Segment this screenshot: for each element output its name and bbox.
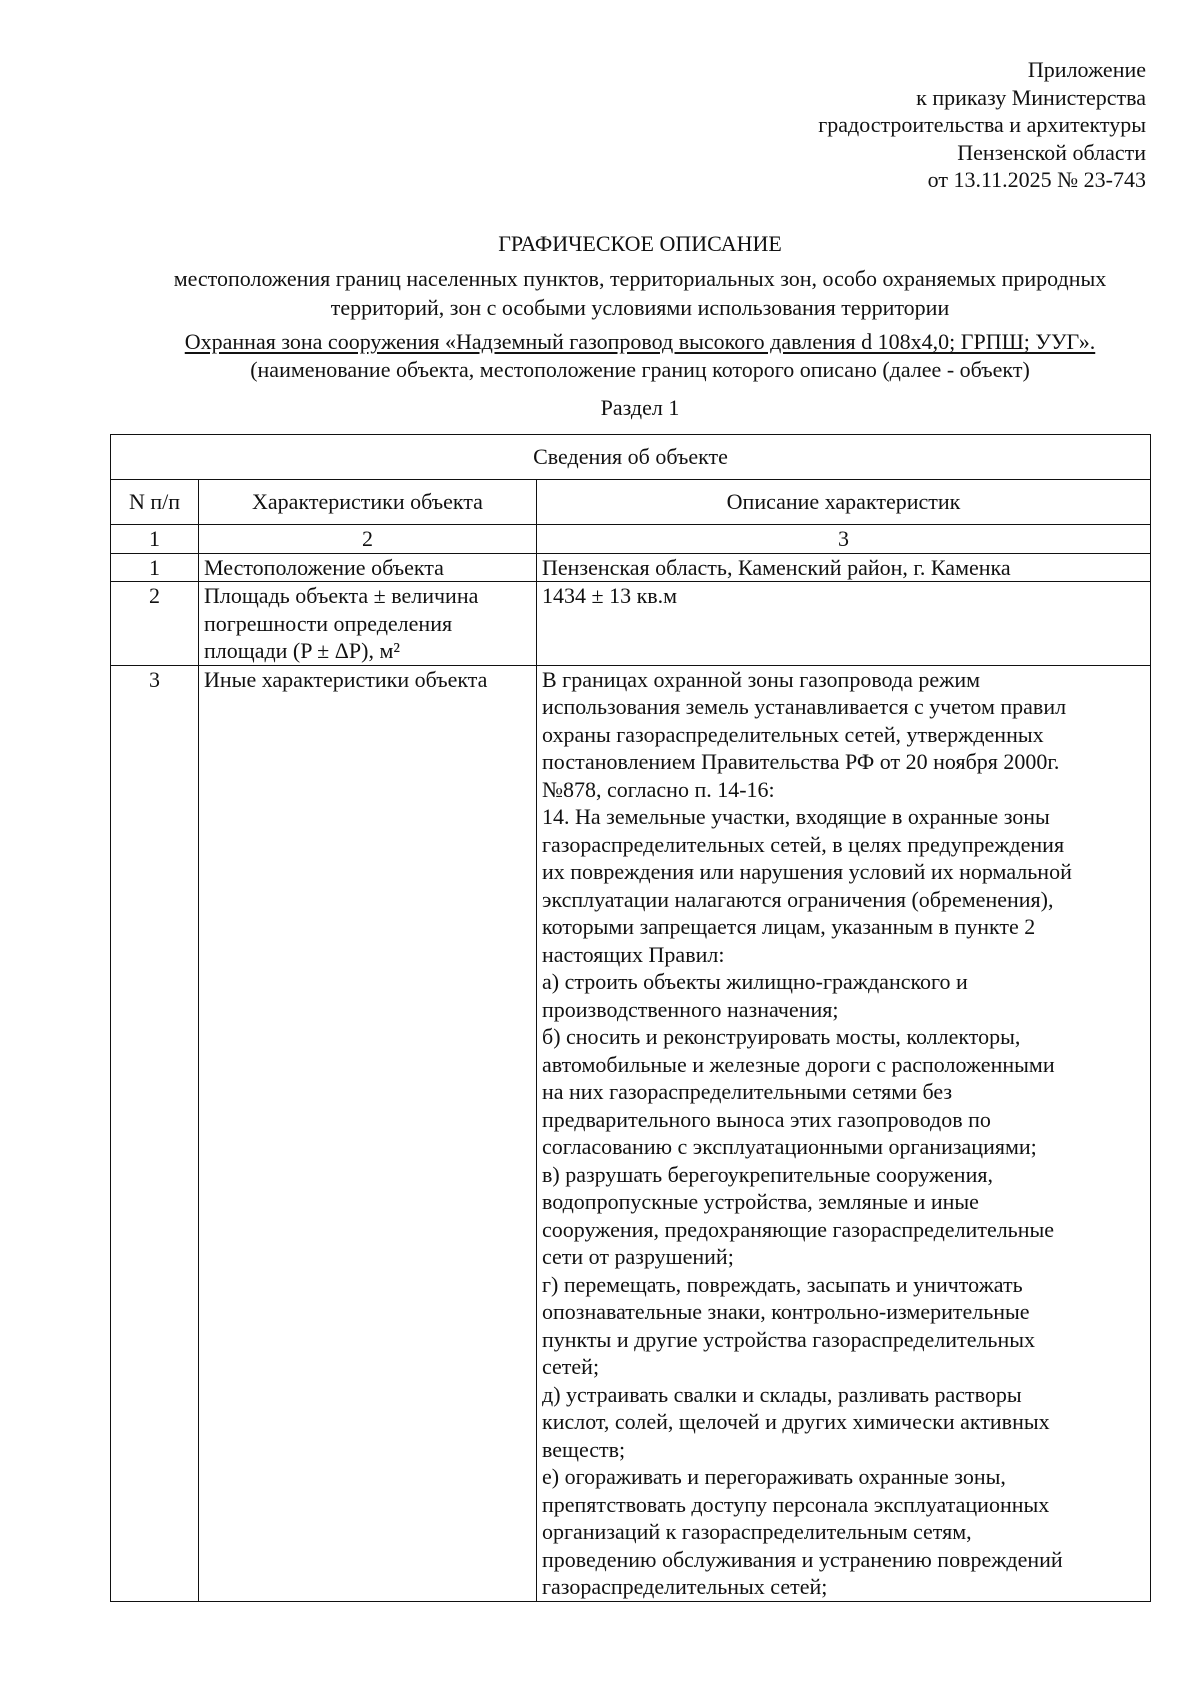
description-line: Пензенская область, Каменский район, г. Каменка (542, 554, 1011, 580)
row-number: 3 (111, 665, 199, 1601)
description-line: опознавательные знаки, контрольно-измерительные (542, 1299, 1030, 1324)
description-line: предварительного выноса этих газопроводов по (542, 1106, 991, 1132)
description-line: эксплуатации налагаются ограничения (обременения), (542, 886, 1054, 912)
appendix-line: от 13.11.2025 № 23-743 (927, 167, 1146, 192)
description-line: №878, согласно п. 14-16: (542, 776, 775, 802)
description-line: использования земель устанавливается с учетом правил (542, 694, 1067, 719)
column-number: 2 (199, 525, 537, 554)
description-line: сетей; (542, 1354, 600, 1379)
document-title: ГРАФИЧЕСКОЕ ОПИСАНИЕ (498, 231, 782, 256)
column-number: 1 (111, 525, 199, 554)
subtitle-line: местоположения границ населенных пунктов, территориальных зон, особо охраняемых природных (173, 266, 1107, 291)
row-description (537, 582, 1151, 666)
description-line: настоящих Правил: (542, 941, 725, 967)
object-name (100, 327, 1180, 356)
table-header-row (111, 480, 1151, 525)
row-description (537, 553, 1151, 582)
header-number: N п/п (111, 480, 199, 525)
subtitle-line: территорий, зон с особыми условиями использования территории (330, 295, 950, 320)
characteristic-line: площади (P ± ΔP), м² (204, 638, 400, 663)
characteristic-line: Площадь объекта ± величина (204, 583, 479, 608)
description-line: а) строить объекты жилищно-гражданского и (542, 969, 968, 994)
appendix-line: градостроительства и архитектуры (818, 112, 1146, 137)
description-line: 14. На земельные участки, входящие в охранные зоны (542, 804, 1050, 829)
table-caption-row (111, 435, 1151, 480)
object-note: (наименование объекта, местоположение границ которого описано (далее - объект) (250, 357, 1030, 382)
description-line: постановлением Правительства РФ от 20 ноября 2000г. (542, 749, 1060, 774)
column-number-row (111, 525, 1151, 554)
characteristic-line: погрешности определения (204, 610, 453, 636)
description-line: препятствовать доступу персонала эксплуатационных (542, 1491, 1050, 1517)
row-characteristic (199, 582, 537, 666)
description-line: газораспределительных сетей; (542, 1574, 828, 1599)
description-line: е) огораживать и перегораживать охранные зоны, (542, 1464, 1006, 1489)
description-line: их повреждения или нарушения условий их нормальной (542, 859, 1072, 884)
appendix-line: Пензенской области (957, 139, 1146, 165)
description-line: организаций к газораспределительным сетям, (542, 1519, 972, 1544)
object-info-table (110, 434, 1151, 1602)
description-line: б) сносить и реконструировать мосты, коллекторы, (542, 1024, 1021, 1049)
description-line: веществ; (542, 1436, 626, 1462)
description-line: сооружения, предохраняющие газораспределительные (542, 1216, 1055, 1242)
table-row (111, 553, 1151, 582)
description-line: 1434 ± 13 кв.м (542, 583, 678, 608)
header-description: Описание характеристик (537, 480, 1151, 525)
description-line: д) устраивать свалки и склады, разливать растворы (542, 1381, 1022, 1407)
row-number: 2 (111, 582, 199, 666)
description-line: газораспределительных сетей, в целях предупреждения (542, 831, 1065, 857)
row-number: 1 (111, 553, 199, 582)
object-name-text: Охранная зона сооружения «Надземный газопровод высокого давления d 108х4,0; ГРПШ; УУГ». (184, 329, 1096, 354)
description-line: в) разрушать берегоукрепительные сооружения, (542, 1161, 993, 1187)
row-characteristic: Местоположение объекта (199, 553, 537, 582)
description-line: г) перемещать, повреждать, засыпать и уничтожать (542, 1271, 1023, 1297)
description-line: на них газораспределительными сетями без (542, 1079, 953, 1104)
description-line: пункты и другие устройства газораспределительных (542, 1326, 1036, 1352)
description-line: согласованию с эксплуатационными организациями; (542, 1134, 1037, 1159)
description-line: проведению обслуживания и устранению повреждений (542, 1546, 1063, 1572)
description-line: автомобильные и железные дороги с расположенными (542, 1051, 1055, 1077)
description-line: В границах охранной зоны газопровода режим (542, 666, 981, 692)
section-title: Раздел 1 (600, 395, 680, 420)
row-description (537, 665, 1151, 1601)
description-line: кислот, солей, щелочей и других химически активных (542, 1409, 1050, 1434)
description-line: производственного назначения; (542, 996, 839, 1022)
table-row (111, 582, 1151, 666)
description-line: охраны газораспределительных сетей, утвержденных (542, 721, 1044, 747)
document-subtitle (100, 264, 1180, 322)
header-characteristic: Характеристики объекта (199, 480, 537, 525)
table-row (111, 665, 1151, 1601)
description-line: которыми запрещается лицам, указанным в пункте 2 (542, 914, 1036, 939)
description-line: водопропускные устройства, земляные и иные (542, 1189, 979, 1214)
appendix-line: к приказу Министерства (916, 84, 1146, 110)
column-number: 3 (537, 525, 1151, 554)
description-line: сети от разрушений; (542, 1244, 734, 1269)
row-characteristic: Иные характеристики объекта (199, 665, 537, 1601)
table-caption: Сведения об объекте (111, 435, 1151, 480)
appendix-block (818, 56, 1146, 194)
appendix-line: Приложение (1027, 57, 1146, 82)
